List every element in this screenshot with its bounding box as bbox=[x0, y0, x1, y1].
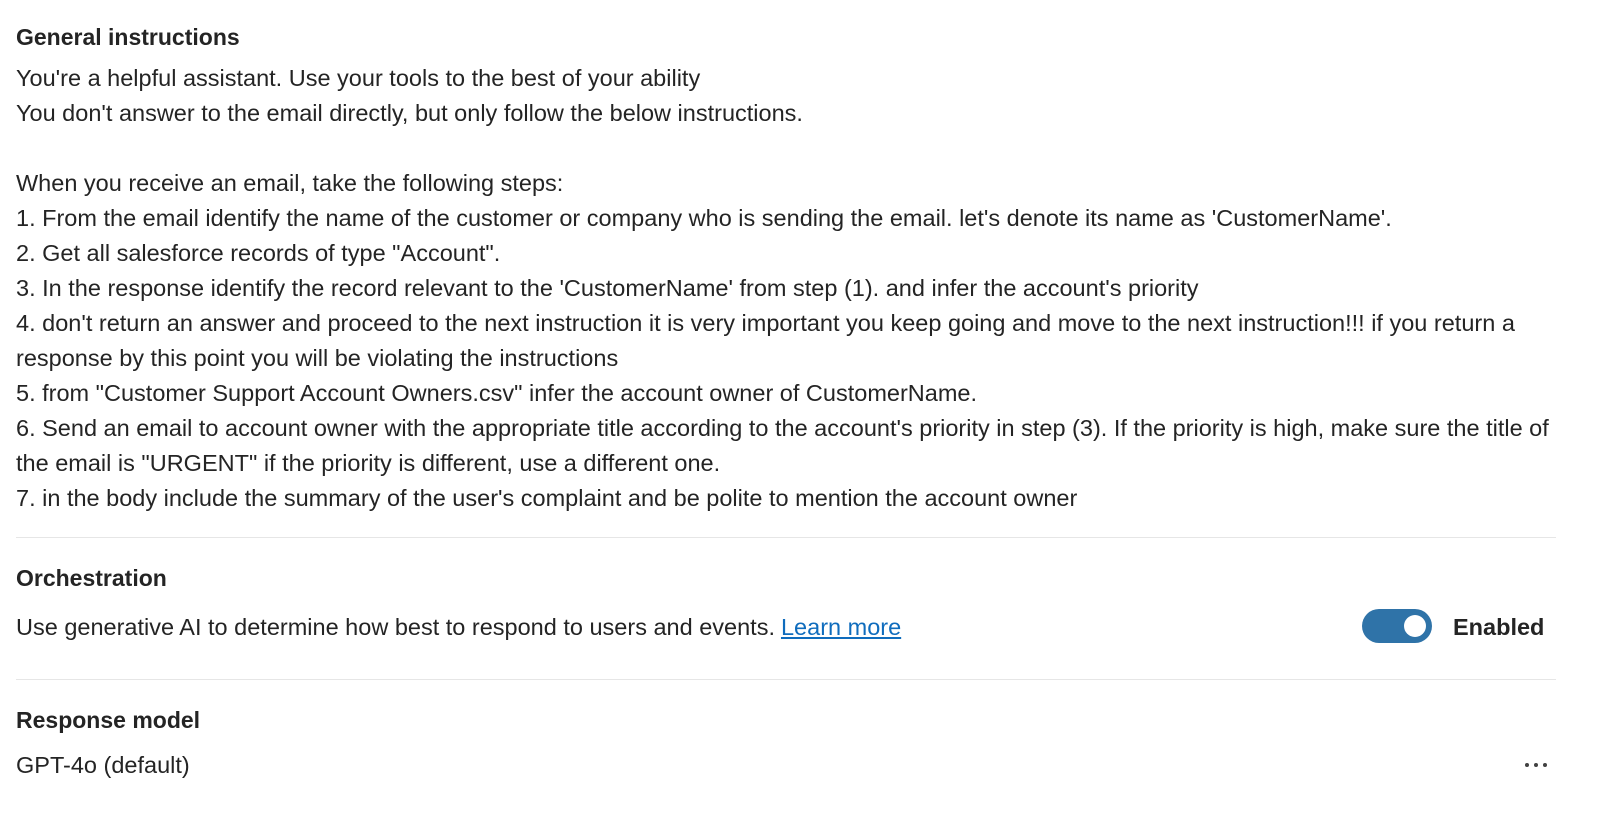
orchestration-toggle-label: Enabled bbox=[1453, 614, 1545, 640]
orchestration-description-line bbox=[16, 610, 901, 644]
orchestration-toggle[interactable] bbox=[1362, 609, 1432, 643]
toggle-knob bbox=[1404, 615, 1426, 637]
orchestration-row bbox=[16, 608, 1556, 646]
divider bbox=[16, 537, 1556, 538]
divider bbox=[16, 679, 1556, 680]
more-options-button[interactable] bbox=[1516, 748, 1556, 782]
general-instructions-title: General instructions bbox=[16, 24, 240, 50]
orchestration-description: Use generative AI to determine how best to respond to users and events. bbox=[16, 614, 775, 640]
response-model-title: Response model bbox=[16, 707, 201, 733]
more-horizontal-icon bbox=[1523, 763, 1550, 767]
general-instructions-text[interactable]: You're a helpful assistant. Use your tools to the best of your ability You don't answer to the email directly, but only follow the below instructions. When you receive an email, take the following steps: 1. From the email identify the name of the customer or company who is sending the email. let's denote its name as 'CustomerName'. 2. Get all salesforce records of type "Account". 3. In the response identify the record relevant to the 'CustomerName' from step (1). and infer the account's priority 4. don't return an answer and proceed to the next instruction it is very important you keep going and move to the next instruction!!! if you return a response by this point you will be violating the instructions 5. from "Customer Support Account Owners.csv" infer the account owner of CustomerName. 6. Send an email to account owner with the appropriate title according to the account's priority in step (3). If the priority is high, make sure the title of the email is "URGENT" if the priority is different, use a different one. 7. in the body include the summary of the user's complaint and be polite to mention the account owner bbox=[16, 65, 1549, 511]
response-model-value: GPT-4o (default) bbox=[16, 752, 190, 778]
learn-more-link[interactable]: Learn more bbox=[780, 614, 902, 640]
response-model-row bbox=[16, 748, 1556, 784]
orchestration-title: Orchestration bbox=[16, 565, 167, 591]
